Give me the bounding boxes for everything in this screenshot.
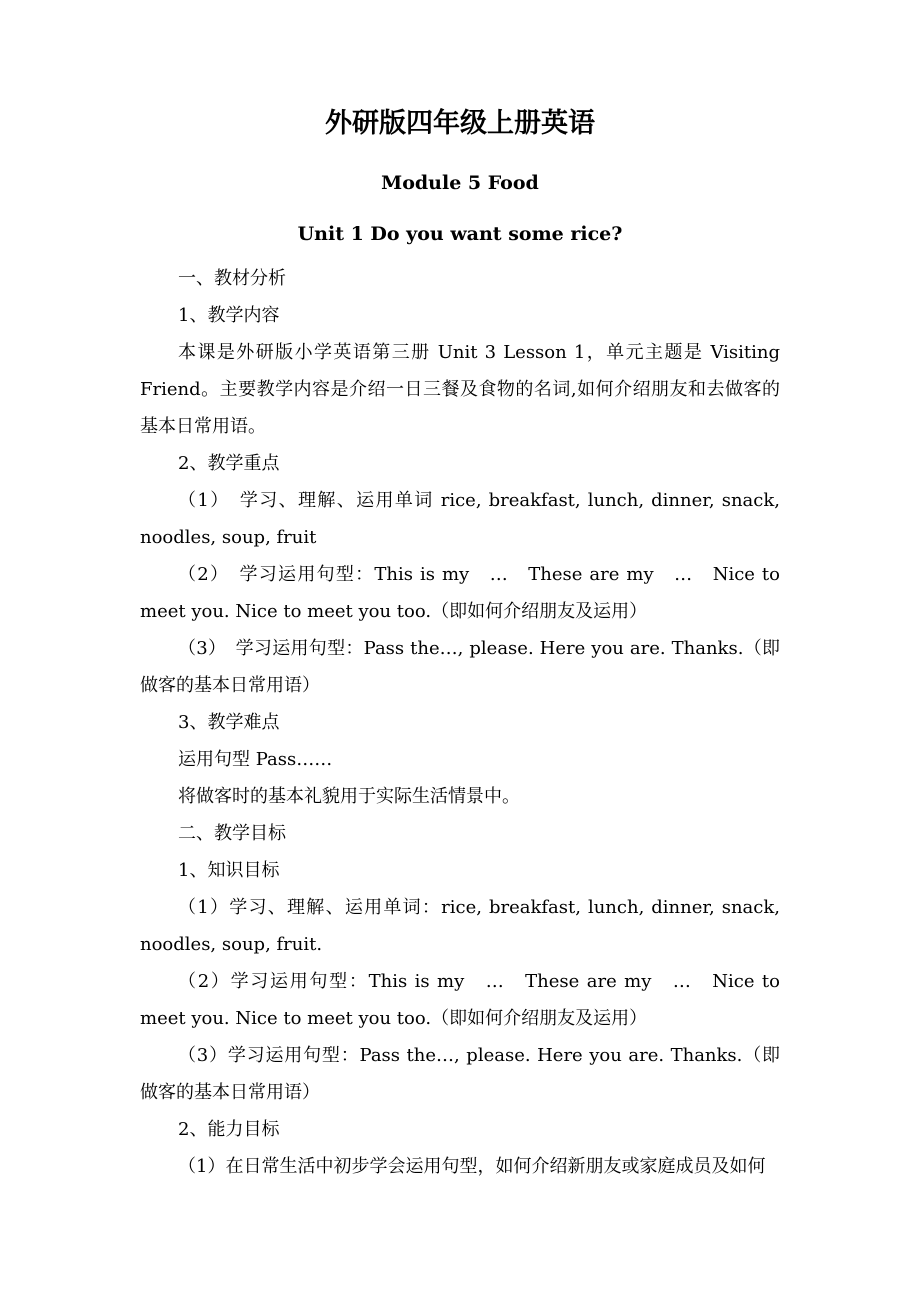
paragraph-difficulty-item-1: 运用句型 Pass…… bbox=[178, 749, 333, 771]
paragraph-knowledge-goal-heading: 1、知识目标 bbox=[178, 860, 280, 882]
paragraph-difficulty-item-2: 将做客时的基本礼貌用于实际生活情景中。 bbox=[178, 786, 520, 808]
paragraph-focus-item-2: （2） 学习运用句型：This is my … These are my … Nice to meet you. Nice to meet you too.（即如何介绍朋友及运用） bbox=[140, 564, 780, 623]
paragraph-ability-goal-heading: 2、能力目标 bbox=[178, 1119, 280, 1141]
paragraph-section-material-analysis: 一、教材分析 bbox=[178, 268, 286, 290]
paragraph-teaching-difficulty-heading: 3、教学难点 bbox=[178, 712, 280, 734]
paragraph-teaching-content-heading: 1、教学内容 bbox=[178, 305, 280, 327]
paragraph-focus-item-3: （3） 学习运用句型：Pass the…, please. Here you are. Thanks.（即做客的基本日常用语） bbox=[140, 638, 780, 697]
paragraph-knowledge-goal-item-2: （2）学习运用句型：This is my … These are my … Nice to meet you. Nice to meet you too.（即如何介绍朋友及运用） bbox=[140, 971, 780, 1030]
paragraph-knowledge-goal-item-3: （3）学习运用句型：Pass the…, please. Here you are. Thanks.（即做客的基本日常用语） bbox=[140, 1045, 780, 1104]
unit-heading: Unit 1 Do you want some rice? bbox=[297, 222, 623, 245]
paragraph-teaching-focus-heading: 2、教学重点 bbox=[178, 453, 280, 475]
paragraph-focus-item-1: （1） 学习、理解、运用单词 rice, breakfast, lunch, dinner, snack, noodles, soup, fruit bbox=[140, 490, 780, 549]
document-body bbox=[140, 260, 780, 1185]
paragraph-teaching-content-body: 本课是外研版小学英语第三册 Unit 3 Lesson 1，单元主题是 Visiting Friend。主要教学内容是介绍一日三餐及食物的名词,如何介绍朋友和去做客的基本日常用语。 bbox=[140, 342, 780, 438]
paragraph-ability-goal-item-1: （1）在日常生活中初步学会运用句型，如何介绍新朋友或家庭成员及如何 bbox=[178, 1156, 766, 1178]
paragraph-knowledge-goal-item-1: （1）学习、理解、运用单词：rice, breakfast, lunch, dinner, snack, noodles, soup, fruit. bbox=[140, 897, 780, 956]
paragraph-section-teaching-goals: 二、教学目标 bbox=[178, 823, 286, 845]
module-heading: Module 5 Food bbox=[381, 172, 539, 195]
document-title: 外研版四年级上册英语 bbox=[325, 108, 595, 139]
